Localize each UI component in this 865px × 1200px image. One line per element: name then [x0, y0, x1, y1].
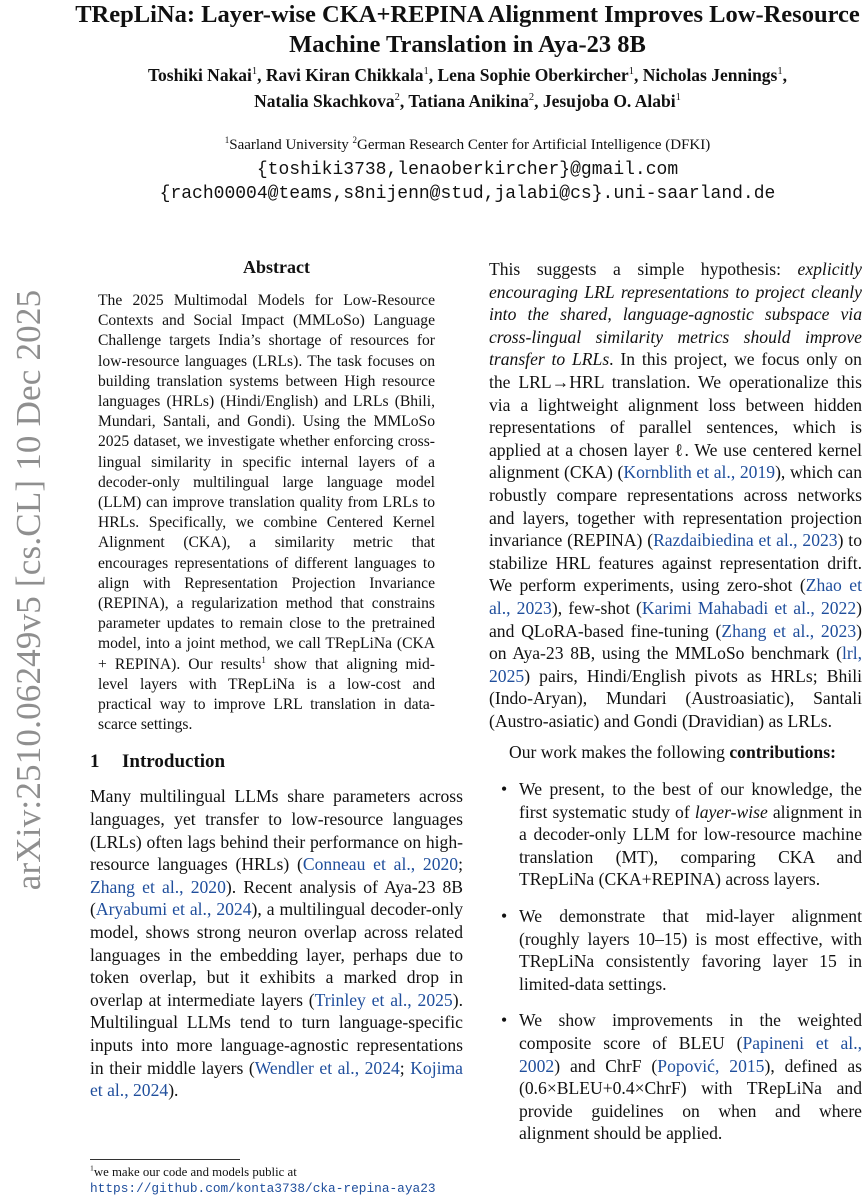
- affiliations: $^1$Saarland University $^2$German Research Center for Artificial Intelligence (DFKI): [224, 135, 711, 153]
- hypothesis-paragraph: This suggests a simple hypothesis: explicitly encouraging LRL representations to project cleanly into the shared, language-agnostic subspace via cross-lingual similarity metrics should improve transfer to LRLs. In this project, we focus only on the LRL→HRL translation. We operationalize this via a lightweight alignment loss between hidden representations of parallel sentences, which is applied at a chosen layer ℓ. We use centered kernel alignment (CKA) (Kornblith et al., 2019), which can robustly compare representations across networks and layers, together with representation projection invariance (REPINA) (Razdaibiedina et al., 2023) to stabilize HRL features against representation drift. We perform experiments, using zero-shot (Zhao et al., 2023), few-shot (Karimi Mahabadi et al., 2022) and QLoRA-based fine-tuning (Zhang et al., 2023) on Aya-23 8B, using the MMLoSo benchmark (lrl, 2025) pairs, Hindi/English pivots as HRLs; Bhili (Indo-Aryan), Mundari (Austroasiatic), Santali (Austro-asiatic) and Gondi (Dravidian) as LRLs.: [489, 259, 862, 731]
- author: Natalia Skachkova$^2$: [254, 91, 400, 111]
- author: Ravi Kiran Chikkala$^1$: [265, 65, 429, 85]
- citation-link[interactable]: Zhao et al., 2023: [489, 575, 862, 618]
- section-heading-introduction: 1 Introduction: [90, 751, 226, 773]
- email-line-1[interactable]: {toshiki3738,lenaoberkircher}@gmail.com: [256, 160, 679, 180]
- citation-link[interactable]: Trinley et al., 2025: [314, 989, 453, 1010]
- list-item: • We demonstrate that mid-layer alignment (roughly layers 10–15) is most effective, with TRepLiNa consistently favoring layer 15 in limited-data settings.: [501, 906, 862, 994]
- title-line-1: TRepLiNa: Layer-wise CKA+REPINA Alignment Improves Low-Resource: [75, 1, 860, 28]
- footnote-marker[interactable]: 1: [261, 655, 266, 666]
- citation-link[interactable]: Papineni et al., 2002: [519, 1033, 862, 1076]
- github-url-link[interactable]: https://github.com/konta3738/cka-repina-aya23: [90, 1181, 436, 1196]
- arxiv-stamp-text: arXiv:2510.06249v5 [cs.CL] 10 Dec 2025: [9, 289, 48, 891]
- citation-link[interactable]: Razdaibiedina et al., 2023: [653, 530, 838, 551]
- bullet-icon: •: [501, 1010, 508, 1031]
- title-line-2: Machine Translation in Aya-23 8B: [289, 31, 646, 58]
- arxiv-stamp: [0, 290, 58, 890]
- citation-link[interactable]: lrl, 2025: [489, 643, 862, 686]
- citation-link[interactable]: Kornblith et al., 2019: [623, 462, 776, 483]
- citation-link[interactable]: Kojima et al., 2024: [90, 1057, 463, 1101]
- contributions-lead: Our work makes the following contributions:: [509, 742, 836, 763]
- abstract-body: The 2025 Multimodal Models for Low-Resource Contexts and Social Impact (MMLoSo) Language Challenge targets India’s shortage of resources for low-resource languages (LRLs). The task focuses on building translation systems between High resource languages (HRLs) (Hindi/English) and LRLs (Bhili, Mundari, Santali, and Gondi). Using the MMLoSo 2025 dataset, we investigate whether enforcing cross-lingual similarity in specific internal layers of a decoder-only multilingual large language model (LLM) can improve translation quality from LRLs to HRLs. Specifically, we combine Centered Kernel Alignment (CKA), a similarity metric that encourages representations of different languages to align with Representation Projection Invariance (REPINA), a regularization method that constrains parameter updates to remain close to the pretrained model, into a joint method, we call TRepLiNa (CKA + REPINA). Our results$^1$ show that aligning mid-level layers with TRepLiNa is a low-cost and practical way to improve LRL translation in data-scarce settings.: [98, 292, 435, 734]
- author: Nicholas Jennings$^1$: [642, 65, 783, 85]
- citation-link[interactable]: Zhang et al., 2023: [721, 620, 857, 641]
- footnote: $^1$we make our code and models public at https://github.com/konta3738/cka-repina-aya23: [90, 1163, 436, 1196]
- bullet-icon: •: [501, 779, 508, 800]
- author: Tatiana Anikina$^2$: [408, 91, 535, 111]
- author: Lena Sophie Oberkircher$^1$: [437, 65, 634, 85]
- citation-link[interactable]: Zhang et al., 2020: [90, 876, 226, 897]
- citation-link[interactable]: Wendler et al., 2024: [254, 1057, 400, 1078]
- citation-link[interactable]: Karimi Mahabadi et al., 2022: [641, 597, 857, 618]
- citation-link[interactable]: Conneau et al., 2020: [302, 854, 459, 875]
- author-list: Toshiki Nakai$^1$, Ravi Kiran Chikkala$^1$, Lena Sophie Oberkircher$^1$, Nicholas Jennings$^1$, Natalia Skachkova$^2$, Tatiana Anikina$^2$, Jesujoba O. Alabi$^1$: [147, 65, 787, 111]
- list-item: • We present, to the best of our knowledge, the first systematic study of layer-wise alignment in a decoder-only LLM for low-resource machine translation (MT), comparing CKA and TRepLiNa (CKA+REPINA) across layers.: [501, 779, 863, 890]
- author: Toshiki Nakai$^1$: [147, 65, 258, 85]
- contributions-list: [489, 778, 862, 1145]
- bullet-icon: •: [501, 906, 508, 927]
- citation-link[interactable]: Popović, 2015: [657, 1055, 765, 1076]
- footnote-divider: [90, 1159, 240, 1160]
- author: Jesujoba O. Alabi$^1$: [542, 91, 681, 111]
- abstract-heading: Abstract: [243, 257, 310, 277]
- intro-paragraph: Many multilingual LLMs share parameters across languages, yet transfer to low-resource languages (LRLs) often lags behind their performance on high-resource languages (HRLs) (Conneau et al., 2020; Zhang et al., 2020). Recent analysis of Aya-23 8B (Aryabumi et al., 2024), a multilingual decoder-only model, shows strong neuron overlap across related languages in the embedding layer, perhaps due to token overlap, but it exhibits a marked drop in overlap at intermediate layers (Trinley et al., 2025). Multilingual LLMs tend to turn language-specific inputs into more language-agnostic representations in their middle layers (Wendler et al., 2024; Kojima et al., 2024).: [90, 786, 463, 1101]
- left-column: [90, 255, 463, 1102]
- list-item: • We show improvements in the weighted composite score of BLEU (Papineni et al., 2002) and ChrF (Popović, 2015), defined as (0.6×BLEU+0.4×ChrF) with TRepLiNa and provide guidelines on when and where alignment should be applied.: [501, 1010, 862, 1144]
- paper-title: [70, 0, 865, 60]
- right-column: [489, 258, 862, 1159]
- email-line-2[interactable]: {rach00004@teams,s8nijenn@stud,jalabi@cs}.uni-saarland.de: [159, 184, 776, 204]
- citation-link[interactable]: Aryabumi et al., 2024: [95, 899, 252, 920]
